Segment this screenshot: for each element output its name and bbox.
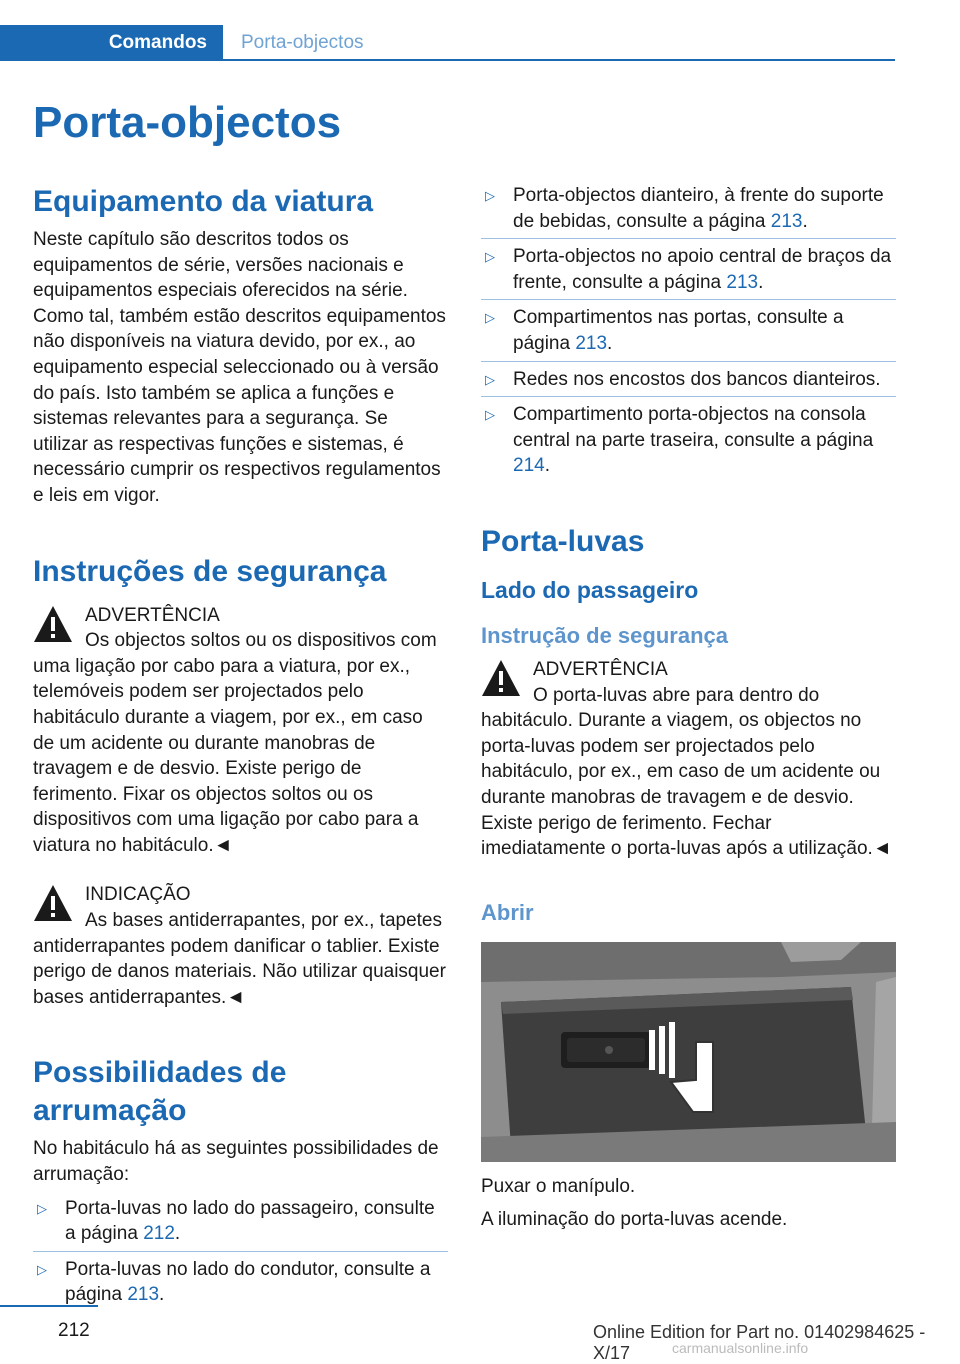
bullet-triangle-icon: ▷	[485, 407, 495, 423]
list-divider	[481, 361, 896, 362]
warning-label: ADVERTÊNCIA	[533, 658, 668, 680]
list-item: ▷ Compartimento porta-objectos na consola central na parte traseira, consulte a página 214.	[481, 402, 896, 479]
list-divider	[33, 1251, 448, 1252]
equipment-heading: Equipamento da viatura	[33, 185, 374, 218]
instruction-light: A iluminação do porta-luvas acende.	[481, 1209, 788, 1231]
open-subheading: Abrir	[481, 899, 534, 925]
list-item	[481, 367, 896, 393]
list-item-text: Porta-objectos no apoio central de braços da frente, consulte a página	[513, 246, 892, 293]
list-item-text: Compartimento porta-objectos na consola central na parte traseira, consulte a página	[513, 404, 874, 451]
warning-block	[481, 657, 896, 862]
list-item-text: Compartimentos nas portas, consulte a página	[513, 307, 844, 354]
page-link[interactable]: 214	[513, 455, 545, 477]
warning-triangle-icon	[481, 659, 521, 697]
warning-label: ADVERTÊNCIA	[85, 604, 220, 626]
warning-triangle-icon	[33, 884, 73, 922]
list-item: ▷ Porta-luvas no lado do passageiro, consulte a página 212.	[33, 1196, 448, 1247]
left-column	[33, 183, 448, 1308]
bullet-triangle-icon: ▷	[37, 1261, 47, 1277]
page-number: 212	[58, 1320, 90, 1341]
list-divider	[481, 238, 896, 239]
list-item: ▷ Porta-objectos dianteiro, à frente do suporte de bebidas, consulte a página 213.	[481, 183, 896, 234]
warning-text: Os objectos soltos ou os dispositivos com uma ligação por cabo para a viatura, por ex., telemóveis podem ser projectados pelo habitáculo durante a viagem, por ex., em caso de um acidente ou durante manobras de travagem e de desvio. Existe perigo de ferimento. Fixar os objectos soltos ou os dispositivos com uma ligação por cabo para a viatura no habitáculo.◄	[33, 630, 437, 856]
safety-heading: Instruções de segurança	[33, 554, 387, 588]
page-title: Porta-objectos	[33, 98, 342, 147]
storage-list-continued	[481, 183, 896, 479]
header-rule	[223, 59, 895, 61]
page-link[interactable]: 213	[575, 332, 608, 354]
list-divider	[481, 299, 896, 300]
bullet-triangle-icon: ▷	[37, 1200, 47, 1216]
warning-text: O porta-luvas abre para dentro do habitáculo. Durante a viagem, os objectos no porta-luvas podem ser projectados pelo habitáculo, por ex., em caso de um acidente ou durante manobras de travagem e de desvio. Existe perigo de ferimento. Fechar imediatamente o porta-luvas após a utilização.◄	[481, 684, 892, 860]
list-item-text: Porta-luvas no lado do passageiro, consulte a página	[65, 1197, 435, 1245]
page-link[interactable]: 213	[770, 210, 803, 232]
safety-subheading: Instrução de segurança	[481, 622, 728, 648]
glovebox-photo	[481, 942, 896, 1162]
list-divider	[481, 396, 896, 397]
page-link[interactable]: 212	[143, 1223, 175, 1245]
edition-line: Online Edition for Part no. 01402984625 - X/17	[593, 1322, 926, 1363]
storage-heading: Possibilidades de arrumação	[33, 1056, 287, 1128]
notice-block	[33, 882, 448, 1010]
section-tab: Porta-objectos	[241, 32, 364, 53]
warning-triangle-icon	[33, 605, 73, 643]
list-item: ▷ Porta-luvas no lado do condutor, consulte a página 213.	[33, 1257, 448, 1308]
passenger-side-heading: Lado do passageiro	[481, 576, 699, 603]
page-link[interactable]: 213	[726, 271, 759, 293]
page-link[interactable]: 213	[127, 1284, 160, 1306]
glovebox-heading: Porta-luvas	[481, 524, 645, 558]
storage-list	[33, 1196, 448, 1308]
list-item-text: Redes nos encostos dos bancos dianteiros.	[513, 368, 881, 390]
list-item-text: Porta-luvas no lado do condutor, consulte a página	[65, 1258, 431, 1306]
storage-intro: No habitáculo há as seguintes possibilidades de arrumação:	[33, 1138, 439, 1186]
instruction-pull-handle: Puxar o manípulo.	[481, 1175, 636, 1197]
list-item-text: Porta-objectos dianteiro, à frente do suporte de bebidas, consulte a página	[513, 185, 884, 232]
bullet-triangle-icon: ▷	[485, 188, 495, 203]
warning-block	[33, 603, 448, 859]
right-column	[481, 183, 896, 1233]
bullet-triangle-icon: ▷	[485, 310, 495, 326]
bullet-triangle-icon: ▷	[485, 371, 495, 387]
notice-text: As bases antiderrapantes, por ex., tapetes antiderrapantes podem danificar o tablier. Existe perigo de danos materiais. Não utilizar quaisquer bases antiderrapantes.◄	[33, 910, 446, 1008]
list-item: ▷ Porta-objectos no apoio central de braços da frente, consulte a página 213.	[481, 244, 896, 295]
notice-label: INDICAÇÃO	[85, 884, 191, 906]
page-header	[0, 25, 895, 61]
bullet-triangle-icon: ▷	[485, 249, 495, 265]
footer-rule	[0, 1305, 98, 1307]
equipment-text: Neste capítulo são descritos todos os equipamentos de série, versões nacionais e equipamentos especiais oferecidos na série. Como tal, também estão descritos equipamentos não disponíveis na viatura devido, por ex., ao equipamento especial seleccionado ou à versão do país. Isto também se aplica a funções e sistemas relevantes para a segurança. Se utilizar as respectivas funções e sistemas, é necessário cumprir os respectivos regulamentos e leis em vigor.	[33, 229, 446, 506]
list-item: ▷ Compartimentos nas portas, consulte a página 213.	[481, 305, 896, 356]
watermark: carmanualsonline.info	[672, 1340, 809, 1356]
chapter-tab: Comandos	[0, 25, 223, 61]
